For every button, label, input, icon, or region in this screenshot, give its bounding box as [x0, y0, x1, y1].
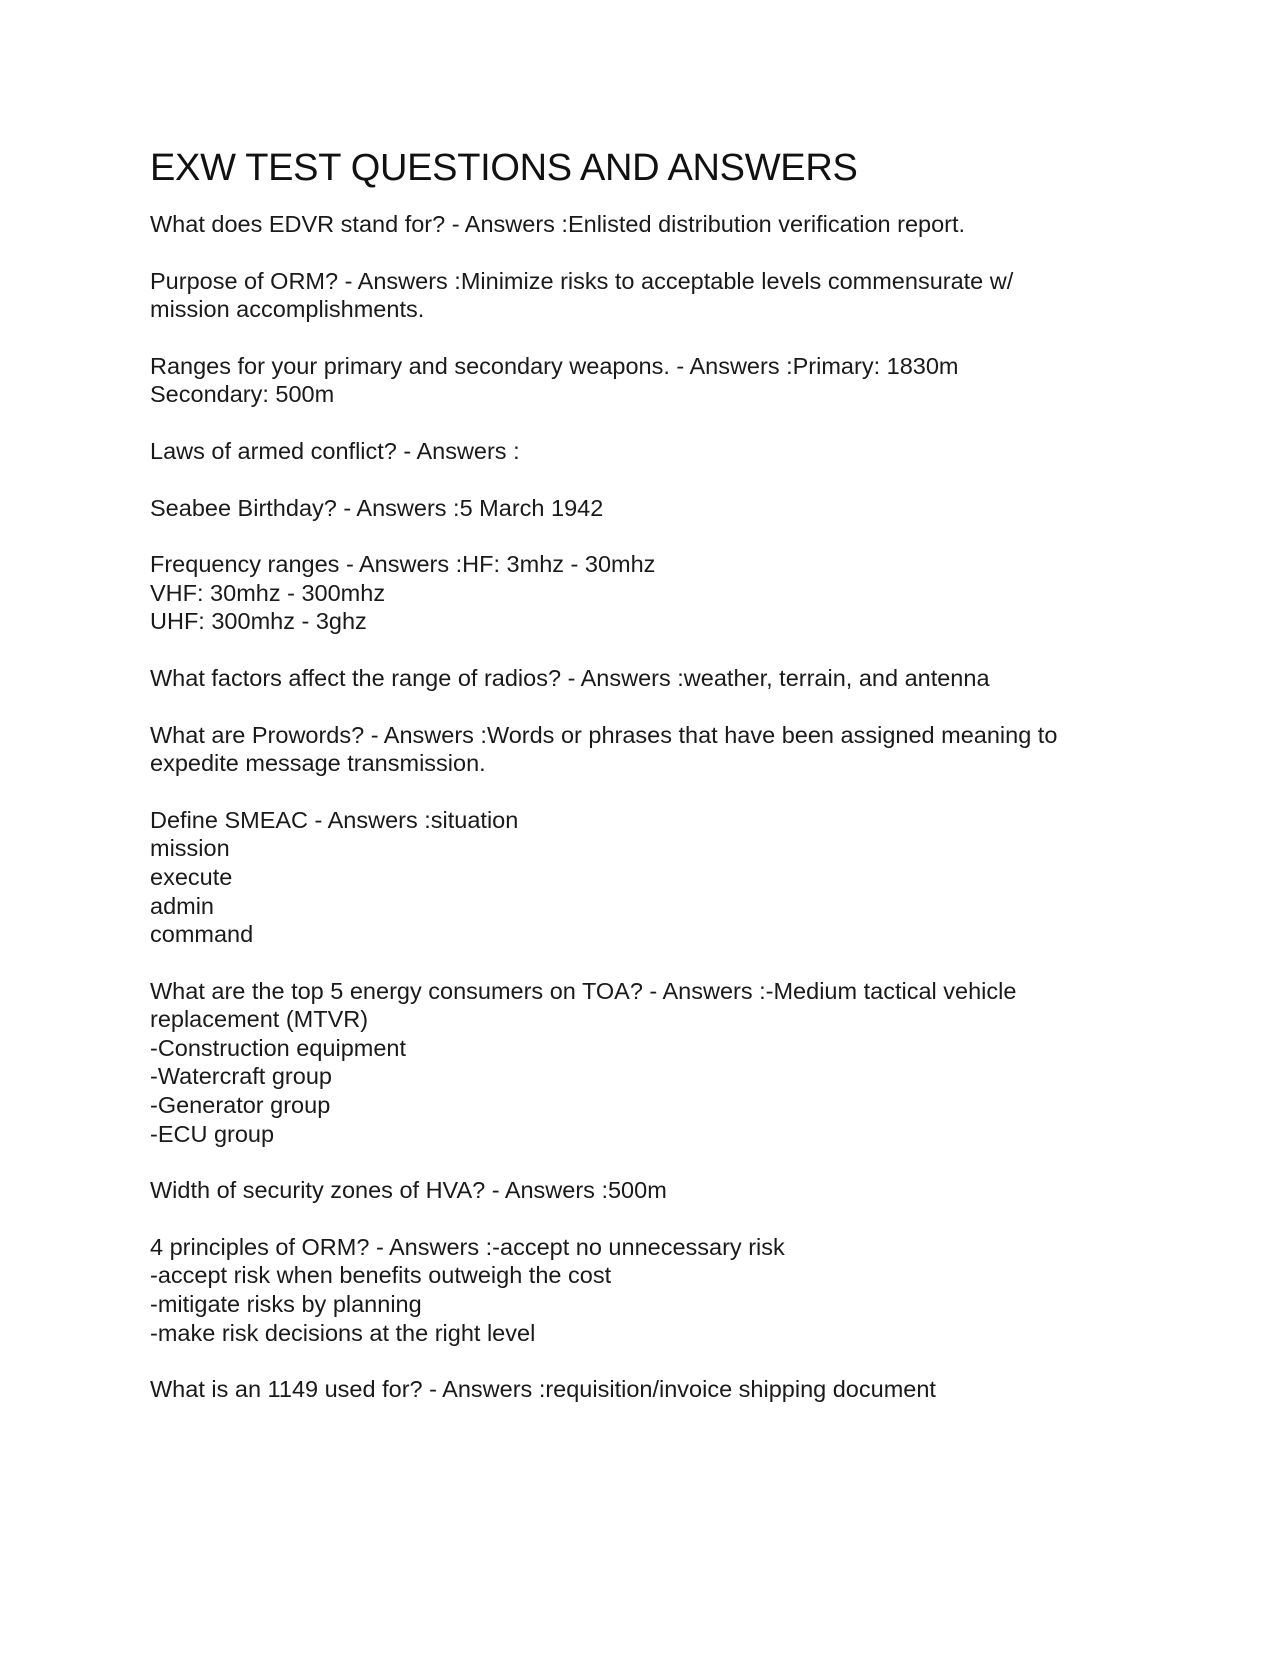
- qa-item: [150, 1375, 1140, 1404]
- question-line: Seabee Birthday? - Answers :5 March 1942: [150, 494, 604, 521]
- answer-line: -accept risk when benefits outweigh the cost: [150, 1262, 612, 1289]
- answer-line: UHF: 300mhz - 3ghz: [150, 608, 367, 635]
- document-content: [150, 146, 1140, 1432]
- qa-item: [150, 721, 1140, 778]
- qa-item: [150, 437, 1140, 466]
- document-title: EXW TEST QUESTIONS AND ANSWERS: [150, 147, 858, 189]
- answer-line: admin: [150, 892, 215, 919]
- question-line: Width of security zones of HVA? - Answers :500m: [150, 1177, 667, 1204]
- answer-line: mission: [150, 835, 230, 862]
- qa-item: [150, 664, 1140, 693]
- question-line: Define SMEAC - Answers :situation: [150, 806, 519, 833]
- qa-item: [150, 550, 1140, 636]
- qa-item: [150, 352, 1140, 409]
- question-line: What are the top 5 energy consumers on TOA? - Answers :-Medium tactical vehicle: [150, 977, 1017, 1004]
- answer-line: mission accomplishments.: [150, 296, 425, 323]
- qa-item: [150, 806, 1140, 949]
- answer-line: expedite message transmission.: [150, 750, 486, 777]
- answer-line: -make risk decisions at the right level: [150, 1319, 536, 1346]
- qa-item: [150, 1176, 1140, 1205]
- answer-line: execute: [150, 863, 233, 890]
- question-line: What is an 1149 used for? - Answers :requisition/invoice shipping document: [150, 1376, 936, 1403]
- answer-line: -Generator group: [150, 1092, 331, 1119]
- answer-line: VHF: 30mhz - 300mhz: [150, 579, 386, 606]
- qa-item: [150, 977, 1140, 1149]
- question-line: What does EDVR stand for? - Answers :Enlisted distribution verification report.: [150, 211, 966, 237]
- answer-line: -ECU group: [150, 1120, 275, 1147]
- answer-line: -mitigate risks by planning: [150, 1291, 422, 1318]
- qa-item: [150, 267, 1140, 324]
- question-line: Ranges for your primary and secondary weapons. - Answers :Primary: 1830m: [150, 352, 959, 379]
- answer-line: -Construction equipment: [150, 1034, 407, 1061]
- answer-line: command: [150, 921, 254, 948]
- question-line: Frequency ranges - Answers :HF: 3mhz - 30mhz: [150, 551, 656, 578]
- qa-item: [150, 210, 1140, 239]
- qa-item: [150, 1233, 1140, 1347]
- qa-list: [150, 210, 1140, 1404]
- answer-line: replacement (MTVR): [150, 1006, 369, 1033]
- question-line: 4 principles of ORM? - Answers :-accept no unnecessary risk: [150, 1233, 785, 1260]
- question-line: What are Prowords? - Answers :Words or phrases that have been assigned meaning to: [150, 721, 1058, 748]
- qa-item: [150, 494, 1140, 523]
- answer-line: -Watercraft group: [150, 1063, 332, 1090]
- question-line: Laws of armed conflict? - Answers :: [150, 437, 520, 464]
- question-line: What factors affect the range of radios? - Answers :weather, terrain, and antenna: [150, 664, 990, 691]
- question-line: Purpose of ORM? - Answers :Minimize risks to acceptable levels commensurate w/: [150, 267, 1014, 294]
- answer-line: Secondary: 500m: [150, 381, 335, 408]
